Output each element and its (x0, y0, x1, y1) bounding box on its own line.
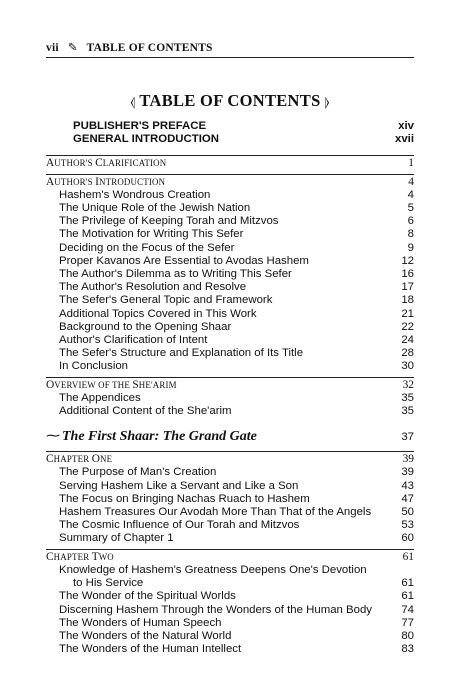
toc-entry-text: The Cosmic Influence of Our Torah and Mitzvos (59, 519, 300, 532)
toc-entry[interactable] (46, 242, 414, 255)
toc-page-number: 80 (401, 629, 414, 642)
toc-page-number: 6 (407, 215, 414, 228)
toc-entry[interactable] (46, 308, 414, 321)
toc-page-number: 61 (401, 577, 414, 590)
toc-entry-text: Additional Topics Covered in This Work (59, 307, 257, 320)
toc-entry[interactable] (46, 532, 414, 545)
toc-entry-text: Author's Clarification of Intent (59, 334, 208, 347)
toc-entry-text (46, 157, 402, 170)
toc-entry-publishers-preface[interactable] (46, 120, 414, 133)
toc-entry[interactable] (46, 334, 414, 347)
toc-entry-text: Summary of Chapter 1 (59, 532, 174, 545)
toc-page-number: 60 (401, 532, 414, 545)
toc-page-number: 35 (401, 405, 414, 418)
toc-list (46, 120, 414, 656)
toc-entry-text: LARIFICATION (102, 158, 167, 169)
toc-page-number: 21 (401, 307, 414, 320)
toc-entry[interactable] (46, 268, 414, 281)
toc-entry-text: The First Shaar: The Grand Gate (62, 429, 257, 445)
toc-entry[interactable] (46, 189, 414, 202)
toc-part-first-shaar[interactable] (46, 429, 414, 445)
header-rule (46, 57, 414, 58)
toc-page-number: 17 (401, 281, 414, 294)
toc-page-number: xvii (395, 133, 414, 146)
page-number: vii (46, 42, 59, 54)
toc-heading (0, 91, 460, 111)
toc-entry[interactable] (46, 564, 414, 577)
toc-entry-text: A (46, 157, 55, 170)
toc-entry-text: to His Service (73, 577, 144, 590)
toc-entry-text (46, 429, 395, 445)
toc-section-overview-of-the-shearim[interactable] (46, 379, 414, 392)
toc-heading-text: TABLE OF CONTENTS (139, 91, 321, 110)
toc-entry[interactable] (46, 255, 414, 268)
toc-entry-text: The Appendices (59, 391, 141, 404)
toc-entry-text: The Author's Dilemma as to Writing This Sefer (59, 268, 292, 281)
toc-entry-text: UTHOR'S (54, 176, 96, 187)
toc-entry[interactable] (46, 519, 414, 532)
toc-page-number: 5 (407, 202, 414, 215)
toc-page-number: 22 (401, 320, 414, 333)
toc-entry[interactable] (46, 480, 414, 493)
toc-page-number: 37 (401, 431, 414, 444)
running-head-title: TABLE OF CONTENTS (86, 42, 213, 54)
toc-entry-text: Discerning Hashem Through the Wonders of the Human Body (59, 603, 372, 616)
right-bracket-ornament-icon: ⦊ (324, 94, 330, 109)
toc-entry[interactable] (46, 493, 414, 506)
toc-entry[interactable] (46, 321, 414, 334)
toc-entry[interactable] (46, 392, 414, 405)
toc-entry-text: The Motivation for Writing This Sefer (59, 228, 244, 241)
toc-entry[interactable] (46, 590, 414, 603)
toc-entry-text: HAPTER (53, 454, 92, 465)
toc-entry-text: A (46, 175, 55, 188)
toc-page-number: 8 (407, 228, 414, 241)
toc-entry-text: Proper Kavanos Are Essential to Avodas Hashem (59, 254, 309, 267)
toc-entry[interactable] (46, 347, 414, 360)
toc-page-number: 74 (401, 603, 414, 616)
toc-section-chapter-one[interactable] (46, 453, 414, 466)
toc-entry[interactable] (46, 360, 414, 373)
toc-entry[interactable] (46, 466, 414, 479)
toc-page-number: 9 (407, 241, 414, 254)
toc-page-number: 16 (401, 268, 414, 281)
toc-entry-text: GENERAL INTRODUCTION (73, 133, 219, 146)
toc-entry[interactable] (46, 604, 414, 617)
toc-entry[interactable] (46, 643, 414, 656)
toc-entry-text: NE (99, 454, 113, 465)
toc-entry[interactable] (46, 202, 414, 215)
toc-page-number: xiv (398, 120, 414, 132)
toc-page-number: 83 (401, 643, 414, 656)
toc-entry[interactable] (46, 281, 414, 294)
toc-entry[interactable] (46, 630, 414, 643)
toc-entry[interactable] (46, 294, 414, 307)
toc-section-authors-introduction[interactable] (46, 176, 414, 189)
toc-page-number: 30 (401, 360, 414, 373)
toc-page-number: 53 (401, 519, 414, 532)
toc-page-number: 61 (401, 590, 414, 603)
toc-entry-text: C (46, 453, 54, 466)
toc-entry-text: HE'ARIM (138, 379, 177, 390)
toc-page-number: 28 (401, 347, 414, 360)
toc-entry[interactable] (46, 617, 414, 630)
toc-entry-text: The Wonders of Human Speech (59, 616, 222, 629)
toc-page-number: 47 (401, 492, 414, 505)
toc-entry[interactable] (46, 228, 414, 241)
toc-entry-text: The Wonder of the Spiritual Worlds (59, 590, 236, 603)
toc-page-number: 77 (401, 616, 414, 629)
toc-page-number: 61 (402, 550, 414, 563)
toc-page-number: 4 (407, 188, 414, 201)
toc-entry-text (46, 551, 397, 564)
quill-ornament-icon: ✎ (67, 42, 78, 54)
toc-entry-text: Hashem Treasures Our Avodah More Than That of the Angels (59, 506, 372, 519)
toc-entry-text: The Sefer's Structure and Explanation of Its Title (59, 347, 304, 360)
toc-page-number: 39 (402, 453, 414, 466)
toc-entry[interactable] (46, 405, 414, 418)
toc-page-number: 24 (401, 334, 414, 347)
toc-entry-text: WO (98, 551, 114, 562)
toc-entry-text: The Sefer's General Topic and Framework (59, 294, 273, 307)
toc-page-number: 39 (401, 466, 414, 479)
toc-entry-text: VERVIEW OF THE (54, 379, 133, 390)
toc-page-number: 4 (408, 175, 414, 188)
toc-entry-text: The Wonders of the Natural World (59, 629, 232, 642)
toc-entry-text (46, 379, 397, 392)
toc-entry-general-introduction[interactable] (46, 133, 414, 146)
toc-entry-text: I (95, 175, 99, 188)
toc-entry-text: The Wonders of the Human Intellect (59, 643, 242, 656)
toc-entry-text: Serving Hashem Like a Servant and Like a Son (59, 479, 299, 492)
toc-entry[interactable] (46, 506, 414, 519)
toc-entry-text: NTRODUCTION (98, 176, 166, 187)
toc-entry-text: Deciding on the Focus of the Sefer (59, 241, 235, 254)
toc-entry-text: The Privilege of Keeping Torah and Mitzvos (59, 215, 279, 228)
toc-section-chapter-two[interactable] (46, 551, 414, 564)
toc-page-number: 18 (401, 294, 414, 307)
toc-entry-text: S (132, 378, 139, 391)
toc-entry-text: O (46, 378, 55, 391)
toc-page-number: 50 (401, 506, 414, 519)
toc-page-number: 43 (401, 479, 414, 492)
toc-entry-text: The Unique Role of the Jewish Nation (59, 202, 251, 215)
toc-entry-text: In Conclusion (59, 360, 129, 373)
running-head (46, 40, 414, 54)
toc-entry-text: The Focus on Bringing Nachas Ruach to Hashem (59, 492, 310, 505)
toc-entry-text: Additional Content of the She'arim (59, 405, 232, 418)
toc-entry-continuation[interactable] (46, 577, 414, 590)
toc-entry-text: O (91, 453, 100, 466)
toc-entry-text: C (95, 157, 103, 170)
toc-entry-text: Hashem's Wondrous Creation (59, 188, 211, 201)
toc-entry-text: Background to the Opening Shaar (59, 320, 232, 333)
toc-entry-text: The Author's Resolution and Resolve (59, 281, 247, 294)
toc-page-number: 32 (402, 378, 414, 391)
toc-page-number: 35 (401, 391, 414, 404)
toc-page-number: 12 (401, 254, 414, 267)
swirl-ornament-icon: ⁓ (46, 429, 60, 445)
toc-entry-text: T (91, 550, 99, 563)
toc-entry-text: The Purpose of Man's Creation (59, 466, 217, 479)
toc-entry-text: PUBLISHER'S PREFACE (73, 120, 207, 132)
toc-section-authors-clarification[interactable] (46, 157, 414, 170)
toc-entry-text: UTHOR'S (54, 158, 96, 169)
toc-entry-text: C (46, 550, 54, 563)
toc-entry-text (46, 453, 397, 466)
toc-page-number: 1 (408, 157, 414, 170)
toc-entry-text: HAPTER (53, 551, 92, 562)
toc-entry-text: Knowledge of Hashem's Greatness Deepens One's Devotion (59, 563, 367, 576)
toc-entry-text (46, 176, 402, 189)
toc-entry[interactable] (46, 215, 414, 228)
left-bracket-ornament-icon: ⦉ (130, 94, 136, 109)
